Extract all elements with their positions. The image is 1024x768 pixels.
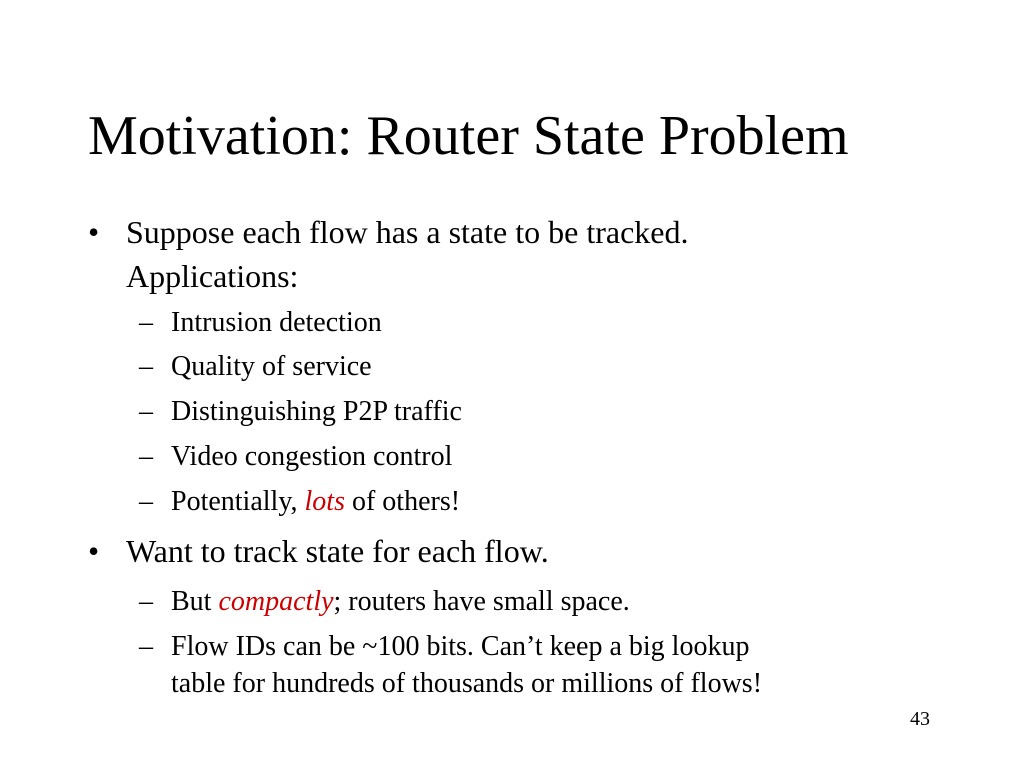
sub-item-line-2: table for hundreds of thousands or millions of flows!	[171, 668, 763, 699]
page-number: 43	[910, 708, 930, 730]
sub-item-text-before: But	[171, 586, 219, 617]
sub-item-text: Video congestion control	[171, 441, 453, 472]
bullet-marker: •	[88, 533, 100, 569]
slide-title: Motivation: Router State Problem	[88, 105, 849, 167]
dash-marker: –	[139, 441, 153, 472]
sub-item-text	[171, 585, 630, 619]
emphasis-lots: lots	[304, 486, 345, 517]
dash-marker: –	[139, 351, 153, 382]
bullet-line-1: Suppose each flow has a state to be tracked.	[126, 214, 689, 250]
sub-item-text-before: Potentially,	[171, 486, 305, 517]
dash-marker: –	[139, 396, 153, 427]
dash-marker: –	[139, 486, 153, 517]
sub-item-text: Intrusion detection	[171, 307, 382, 338]
sub-item-text-after: ; routers have small space.	[333, 586, 630, 617]
sub-item-text	[171, 485, 460, 519]
sub-item-text-after: of others!	[344, 486, 461, 517]
sub-item-line-1: Flow IDs can be ~100 bits. Can’t keep a big lookup	[171, 631, 750, 662]
bullet-line-2: Applications:	[126, 258, 299, 294]
sub-item-text: Quality of service	[171, 351, 372, 382]
bullet-marker: •	[88, 214, 100, 250]
dash-marker: –	[139, 586, 153, 617]
emphasis-compactly: compactly	[218, 586, 334, 617]
sub-item-text: Distinguishing P2P traffic	[171, 396, 462, 427]
dash-marker: –	[139, 631, 153, 662]
dash-marker: –	[139, 307, 153, 338]
bullet-line-1: Want to track state for each flow.	[126, 533, 549, 569]
